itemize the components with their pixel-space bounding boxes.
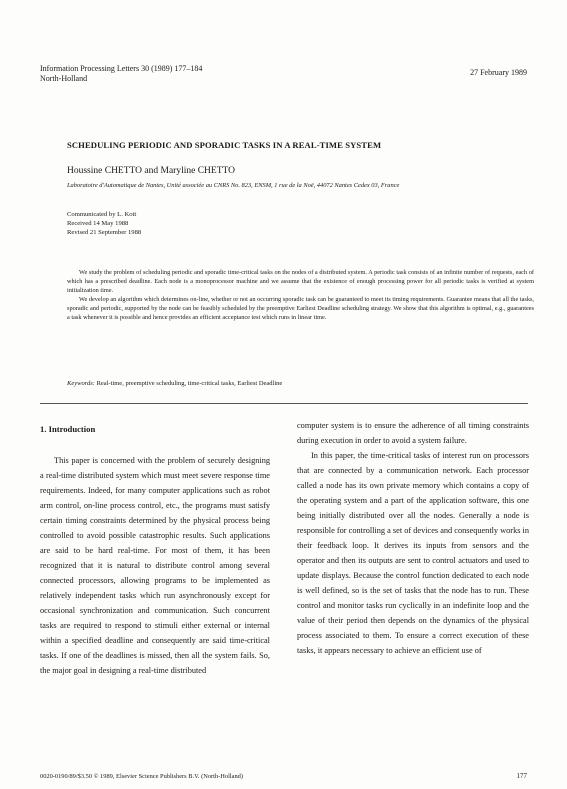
body-paragraph: computer system is to ensure the adherence of all timing constraints during execution in order to avoid a system failure. [297, 421, 529, 445]
communicated-by: Communicated by L. Kott [67, 211, 137, 218]
abstract-paragraph-1: We study the problem of scheduling periodic and sporadic time-critical tasks on the nodes of a distributed system. A periodic task consists of an infinite number of requests, each of which has a prescribed deadline. Each node is a monoprocessor machine and we assume that the existence of enough processing power for all periodic tasks is verified at system initialization time. [67, 269, 534, 294]
section-divider [40, 403, 528, 404]
journal-line-1: Information Processing Letters 30 (1989) 177–184 [40, 64, 203, 73]
copyright-line: 0020-0190/89/$3.50 © 1989, Elsevier Science Publishers B.V. (North-Holland) [40, 773, 243, 780]
abstract [67, 268, 534, 322]
publication-date: 27 February 1989 [470, 68, 527, 77]
keywords [67, 380, 282, 387]
keywords-label: Keywords: [67, 380, 95, 387]
paper-title: SCHEDULING PERIODIC AND SPORADIC TASKS IN A REAL-TIME SYSTEM [67, 140, 382, 150]
author-affiliation: Laboratoire d'Automatique de Nantes, Unité associée au CNRS No. 823, ENSM, 1 rue de la Noë, 44072 Nantes Cedex 03, France [67, 182, 400, 189]
body-column-left [40, 420, 270, 678]
section-heading: 1. Introduction [40, 424, 96, 434]
revised-date: Revised 21 September 1988 [67, 229, 142, 236]
journal-citation [40, 64, 202, 84]
journal-line-2: North-Holland [40, 74, 88, 83]
body-paragraph: This paper is concerned with the problem of securely designing a real-time distributed system which must meet severe response time requirements. Indeed, for many computer applications such as robot arm control, on-line process control, etc., the programs must satisfy certain timing constraints determined by the physical process being controlled to avoid possible catastrophic results. Such applications are said to be hard real-time. For most of them, it has been recognized that it is natural to distribute control among several connected processors, allowing programs to be implemented as relatively independent tasks which run asynchronously except for occasional synchronization and communication. Such concurrent tasks are required to respond to stimuli either external or internal within a specified deadline and consequently are said time-critical tasks. If one of the deadlines is missed, then all the system fails. So, the major goal in designing a real-time distributed [40, 456, 270, 675]
received-date: Received 14 May 1988 [67, 220, 129, 227]
body-column-right [297, 418, 529, 658]
submission-history [67, 210, 141, 237]
body-paragraph: In this paper, the time-critical tasks of interest run on processors that are connected by a communication network. Each processor called a node has its own private memory which contains a copy of the operating system and a part of the application software, this one being initially distributed over all the nodes. Generally a node is responsible for controlling a set of devices and consequently works in their feedback loop. It derives its inputs from sensors and the operator and then its outputs are sent to control actuators and used to update displays. Because the control function dedicated to each node is well defined, so is the set of tasks that the node has to run. These control and monitor tasks run cyclically in an indefinite loop and the value of their period then depends on the dynamics of the physical process associated to them. To ensure a correct execution of these tasks, it appears necessary to achieve an efficient use of [297, 451, 529, 655]
page-number: 177 [516, 772, 527, 780]
keywords-text: Real-time, preemptive scheduling, time-critical tasks, Earliest Deadline [96, 380, 283, 387]
abstract-paragraph-2: We develop an algorithm which determines on-line, whether or not an occurring sporadic task can be guaranteed to meet its timing requirements. Guarantee means that all the tasks, sporadic and periodic, supported by the node can be feasibly scheduled by the preemptive Earliest Deadline scheduling strategy. We show that this algorithm is optimal, e.g., guarantees a task whenever it is possible and hence provides an efficient acceptance test which runs in linear time. [67, 296, 534, 321]
paper-authors: Houssine CHETTO and Maryline CHETTO [67, 166, 235, 176]
